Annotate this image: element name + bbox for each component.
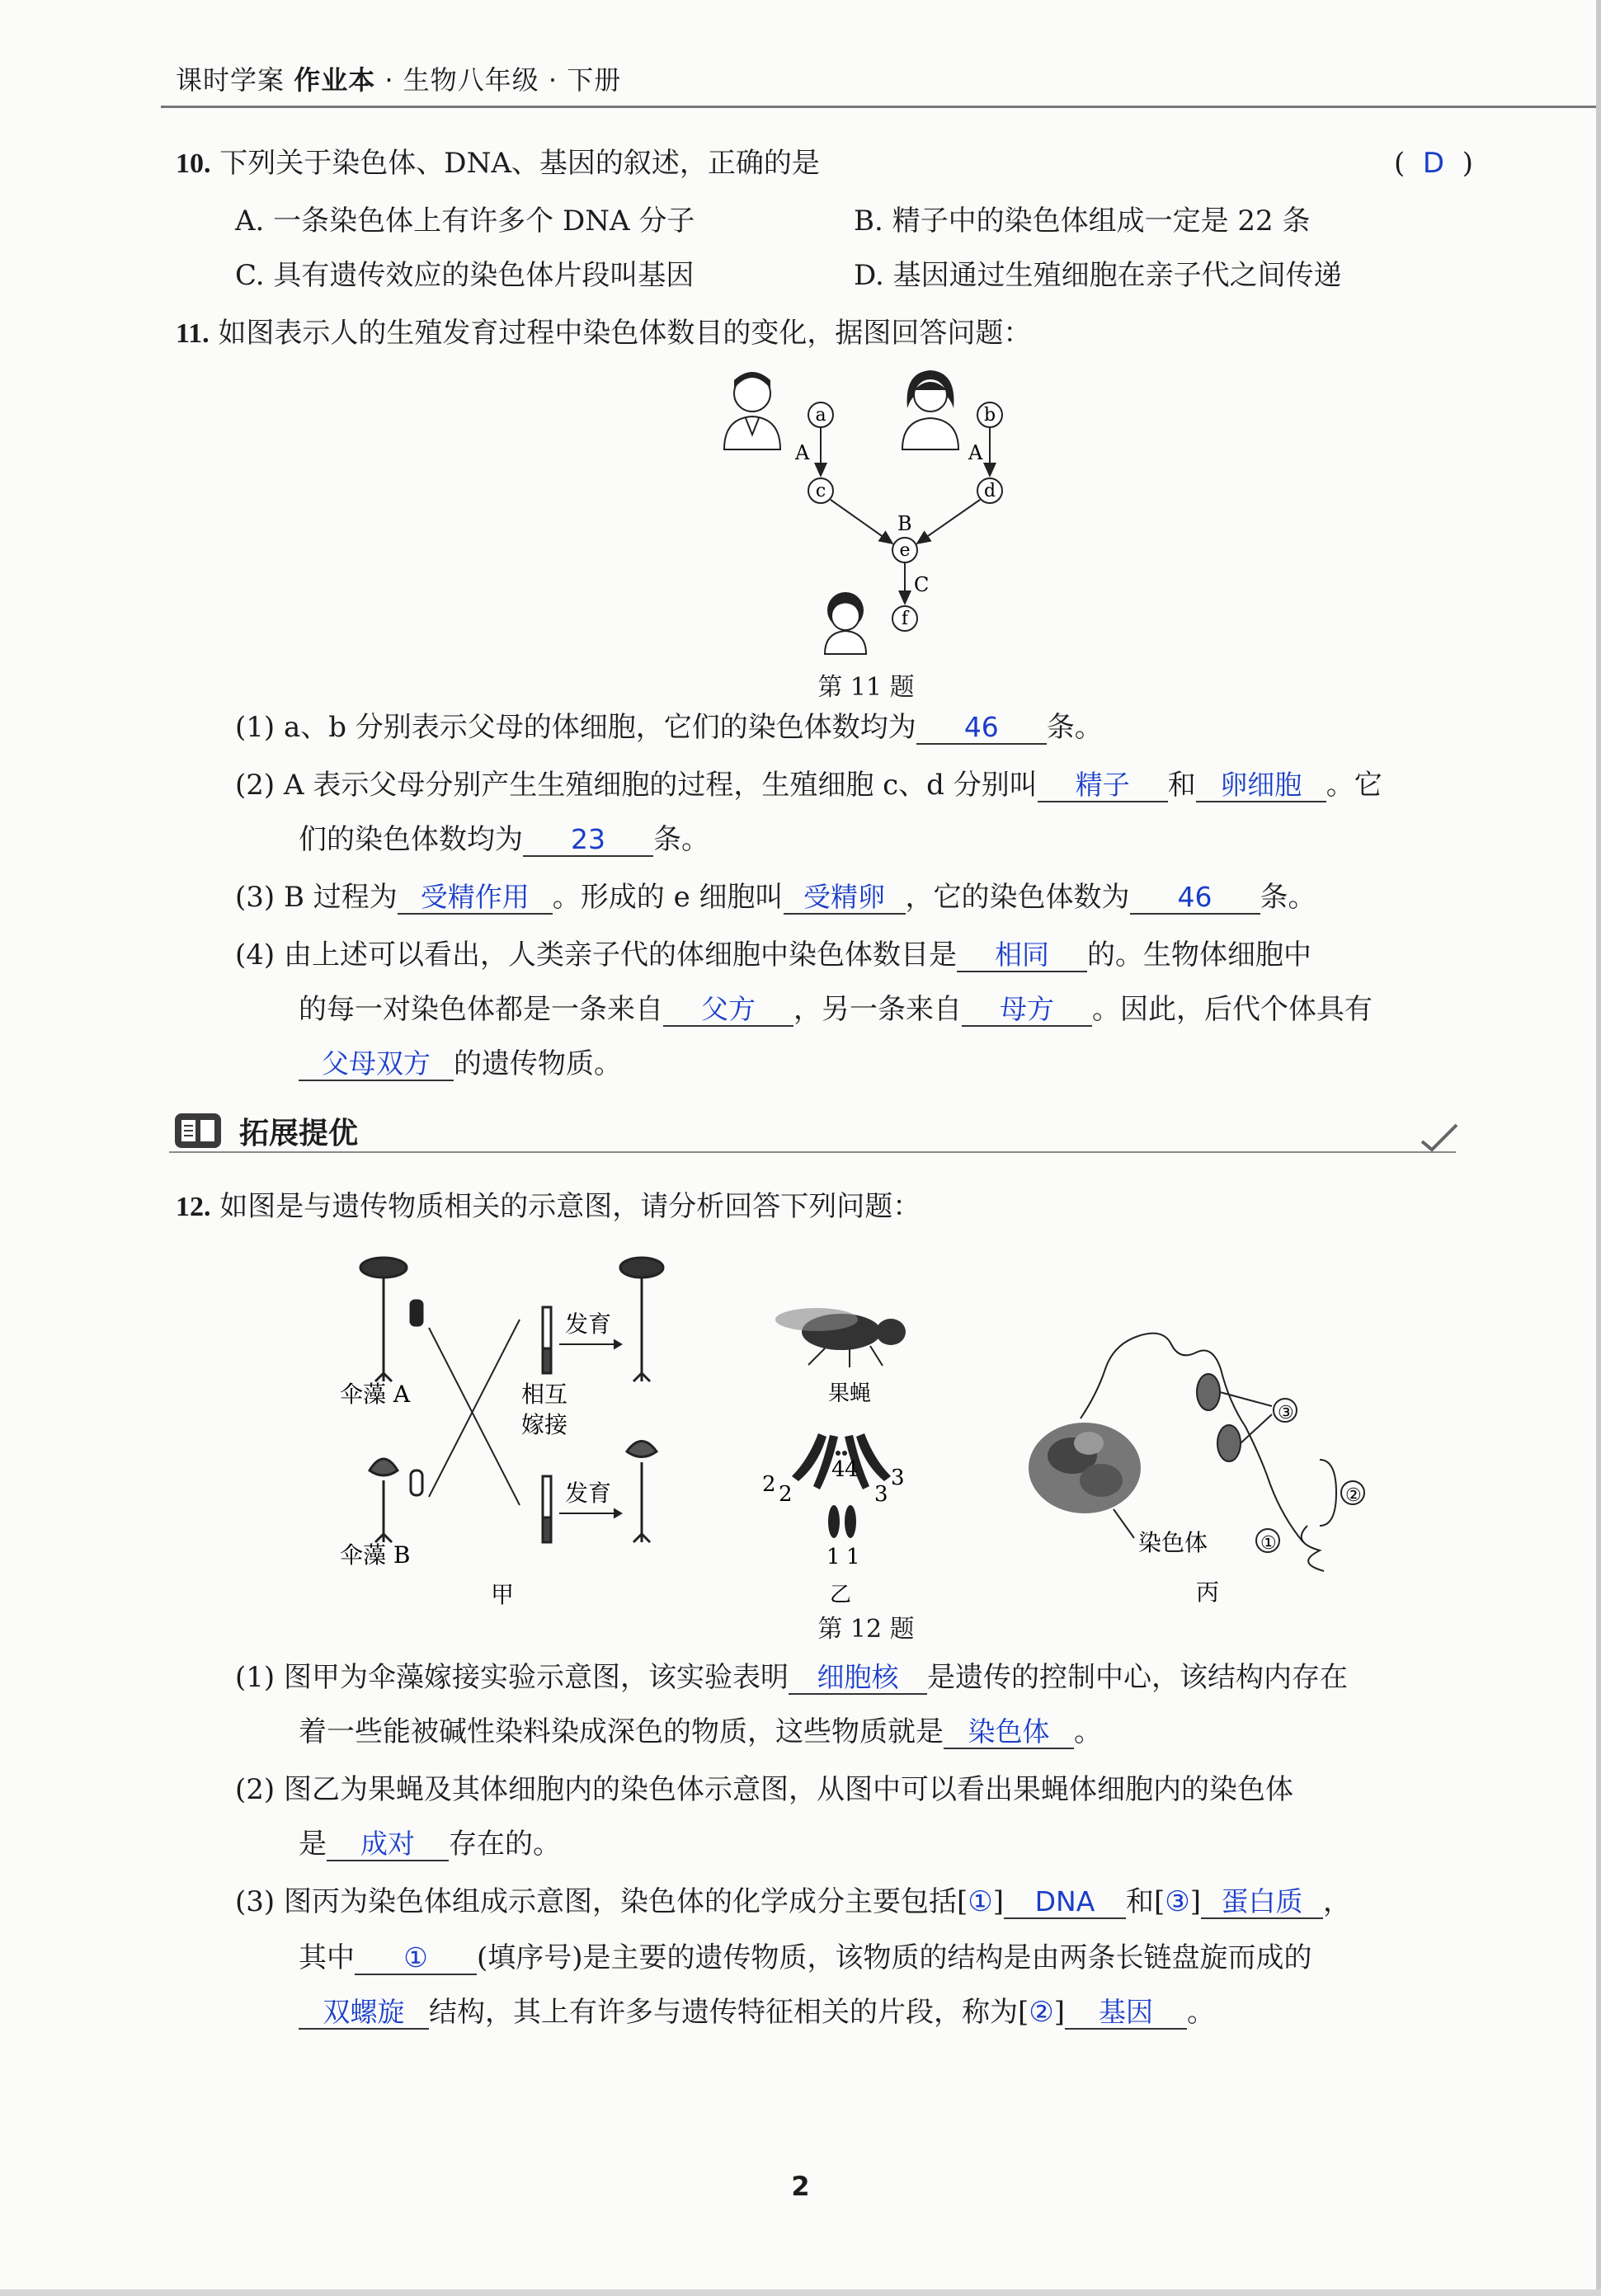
q11-p2-text: (2) A 表示父母分别产生生殖细胞的过程，生殖细胞 c、d 分别叫 — [235, 769, 1038, 802]
chrom-label-4b: 4 — [845, 1457, 859, 1482]
q11-p4-line2 — [299, 993, 1373, 1027]
q12-p2-line1: (2) 图乙为果蝇及其体细胞内的染色体示意图，从图中可以看出果蝇体细胞内的染色体 — [235, 1773, 1293, 1806]
q11-p2-answer-2: 卵细胞 — [1196, 769, 1326, 802]
q10-number: 10. — [176, 148, 211, 179]
q12-p2-line2 — [299, 1828, 561, 1861]
q11-p3 — [235, 881, 1316, 915]
q12-p3-line3-text: 结构，其上有许多与遗传特征相关的片段，称为[ — [429, 1996, 1029, 2029]
q11-p1-answer: 46 — [916, 712, 1047, 745]
edge-label-c: C — [914, 573, 930, 596]
q11-p2-line2-end: 条。 — [653, 823, 709, 856]
arrow-d-e — [917, 500, 980, 543]
edge-label-a-right: A — [968, 441, 983, 464]
q11-p2-answer-3: 23 — [523, 824, 653, 857]
q12-figure-yi — [759, 1295, 924, 1612]
q12-p3-line2 — [299, 1941, 1312, 1975]
q11-p3-answer-2: 受精卵 — [784, 882, 906, 915]
q12-p1-answer-2: 染色体 — [944, 1716, 1074, 1749]
q12-p3-bracket-2: ] — [1189, 1885, 1201, 1918]
q12-p3-line2-end: (填序号)是主要的遗传物质，该物质的结构是由两条长链盘旋而成的 — [477, 1941, 1312, 1974]
q12-p3-line2-text: 其中 — [299, 1941, 355, 1974]
q12-number: 12. — [176, 1192, 211, 1222]
q12-p3-answer-4: 双螺旋 — [299, 1997, 429, 2030]
q11-p2-line2 — [299, 823, 709, 857]
page-header — [176, 59, 621, 97]
alga-a-label: 伞藻 A — [340, 1381, 411, 1408]
child-illustration — [825, 592, 866, 654]
q11-p3-text-end: 条。 — [1260, 881, 1316, 914]
q11-p4-text-end: 的。生物体细胞中 — [1086, 939, 1311, 972]
q12-p1-line2 — [299, 1715, 1102, 1749]
q11-p3-answer-1: 受精作用 — [398, 882, 553, 915]
q11-p2-answer-1: 精子 — [1038, 769, 1168, 802]
develop-label-2: 发育 — [565, 1480, 612, 1507]
q12-p3-marker-2: ③ — [1165, 1885, 1190, 1918]
q10-option-c: C. 具有遗传效应的染色体片段叫基因 — [235, 259, 695, 292]
q11-p4-text: (4) 由上述可以看出，人类亲子代的体细胞中染色体数目是 — [235, 939, 957, 972]
fruit-fly-illustration — [775, 1308, 906, 1367]
q12-p3-and: 和[ — [1125, 1885, 1165, 1918]
q11-number: 11. — [176, 318, 210, 349]
q12-p3-answer-5: 基因 — [1065, 1997, 1187, 2030]
book-name: 作业本 — [294, 64, 376, 96]
chrom-label-3a: 3 — [891, 1466, 905, 1490]
yi-caption: 乙 — [830, 1583, 852, 1607]
q12-p1-line1 — [235, 1661, 1348, 1695]
graft-label-1: 相互 — [521, 1381, 568, 1408]
q12-stem: 如图是与遗传物质相关的示意图，请分析回答下列问题： — [219, 1190, 921, 1223]
q10-stem: 下列关于染色体、DNA、基因的叙述，正确的是 — [219, 147, 820, 180]
q12-stem-line — [176, 1190, 921, 1224]
q10-option-d: D. 基因通过生殖细胞在亲子代之间传递 — [854, 259, 1342, 292]
label-1: ① — [1260, 1533, 1277, 1554]
q10-option-b: B. 精子中的染色体组成一定是 22 条 — [854, 205, 1311, 238]
subject-name: · 生物八年级 · 下册 — [384, 64, 622, 96]
cell-nucleus-illustration — [1029, 1423, 1141, 1513]
q10-stem-line — [176, 147, 820, 181]
q12-p3-answer-2: 蛋白质 — [1201, 1886, 1323, 1919]
page-number: 2 — [791, 2171, 810, 2202]
chromosome-label: 染色体 — [1138, 1529, 1208, 1556]
q11-p3-text: (3) B 过程为 — [235, 881, 398, 914]
edge-label-a-left: A — [795, 441, 810, 464]
q11-p2-line2-text: 们的染色体数均为 — [299, 823, 523, 856]
node-c-label: c — [815, 481, 826, 501]
q10-answer: D — [1422, 147, 1445, 180]
q12-p1-answer-1: 细胞核 — [789, 1662, 927, 1695]
edge-label-b: B — [897, 512, 912, 535]
bing-caption: 丙 — [1196, 1578, 1220, 1606]
arrow-c-e — [831, 500, 892, 543]
label-2: ② — [1345, 1485, 1362, 1506]
q12-p3-answer-3: ① — [355, 1942, 477, 1975]
node-a-label: a — [815, 405, 826, 426]
q12-p2-line2-end: 存在的。 — [449, 1828, 561, 1861]
section-title: 拓展提优 — [239, 1117, 359, 1150]
q11-p4-line2-end: 。因此，后代个体具有 — [1092, 993, 1373, 1026]
chrom-label-1b: 1 — [846, 1545, 860, 1569]
jia-caption: 甲 — [491, 1581, 515, 1608]
header-rule — [161, 106, 1601, 108]
q11-p4-answer-4: 父母双方 — [299, 1048, 454, 1081]
q11-p3-mid-1: 。形成的 e 细胞叫 — [552, 881, 784, 914]
q11-p1 — [235, 711, 1103, 745]
q11-p1-text-end: 条。 — [1046, 711, 1103, 744]
chrom-label-2b: 2 — [779, 1482, 793, 1507]
q12-caption: 第 12 题 — [817, 1615, 915, 1644]
q12-figure-bing — [1023, 1320, 1402, 1612]
q12-p1-line2-end: 。 — [1074, 1715, 1102, 1748]
check-icon — [1419, 1122, 1460, 1155]
q10-option-a: A. 一条染色体上有许多个 DNA 分子 — [235, 205, 695, 238]
label-3: ③ — [1278, 1403, 1294, 1423]
alga-b-label: 伞藻 B — [340, 1541, 411, 1569]
q12-p2-line2-text: 是 — [299, 1828, 327, 1861]
develop-label-1: 发育 — [565, 1310, 612, 1338]
q11-p4-line2-mid: ，另一条来自 — [793, 993, 962, 1026]
q11-p4-answer-3: 母方 — [962, 994, 1092, 1027]
q11-p4-line2-text: 的每一对染色体都是一条来自 — [299, 993, 663, 1026]
q10-answer-paren: ( D ) — [1394, 147, 1473, 180]
section-rule — [169, 1151, 1456, 1153]
q11-p4-answer-2: 父方 — [663, 994, 793, 1027]
q11-caption: 第 11 题 — [817, 673, 915, 702]
q12-p1-text-end: 是遗传的控制中心，该结构内存在 — [926, 1661, 1348, 1694]
fruit-fly-label: 果蝇 — [828, 1381, 872, 1406]
node-e-label: e — [899, 540, 911, 561]
chrom-label-2a: 2 — [762, 1472, 776, 1497]
q11-p1-text: (1) a、b 分别表示父母的体细胞，它们的染色体数均为 — [235, 711, 916, 744]
q12-p1-text: (1) 图甲为伞藻嫁接实验示意图，该实验表明 — [235, 1661, 789, 1694]
q12-p3-line3 — [299, 1996, 1215, 2030]
node-b-label: b — [983, 405, 996, 426]
q12-p3-bracket-1: ] — [992, 1885, 1004, 1918]
q11-p3-mid-2: ，它的染色体数为 — [905, 881, 1130, 914]
q12-p1-line2-text: 着一些能被碱性染料染成深色的物质，这些物质就是 — [299, 1715, 944, 1748]
page-edge-right — [1596, 0, 1601, 2296]
graft-label-2: 嫁接 — [521, 1411, 568, 1438]
q11-p4-line3 — [299, 1047, 622, 1081]
q11-p2-line1 — [235, 769, 1382, 802]
q11-stem: 如图表示人的生殖发育过程中染色体数目的变化，据图回答问题： — [218, 317, 1032, 350]
q11-p2-text-end: 。它 — [1326, 769, 1382, 802]
q12-p2-answer: 成对 — [327, 1828, 449, 1861]
q12-p3-answer-1: DNA — [1004, 1886, 1126, 1919]
q11-p4-line3-end: 的遗传物质。 — [454, 1047, 622, 1080]
chrom-label-3b: 3 — [874, 1482, 888, 1507]
q12-p3-line3-end: 。 — [1187, 1996, 1216, 2029]
chrom-label-1a: 1 — [826, 1545, 841, 1569]
q12-figure-jia — [330, 1249, 676, 1612]
mother-illustration — [902, 370, 958, 449]
book-icon — [173, 1112, 223, 1150]
chrom-label-4a: 4 — [831, 1457, 845, 1482]
q12-p3-marker-3: ② — [1029, 1996, 1054, 2029]
father-illustration — [724, 372, 780, 449]
q11-figure — [709, 359, 1056, 672]
q12-p3-bracket-3: ] — [1053, 1996, 1066, 2029]
q11-stem-line — [176, 317, 1031, 351]
q11-p2-and: 和 — [1167, 769, 1196, 802]
node-f-label: f — [901, 609, 909, 629]
page-edge-bottom — [0, 2289, 1601, 2296]
q11-p3-answer-3: 46 — [1130, 882, 1260, 915]
q11-p4-line1 — [235, 939, 1311, 972]
series-name: 课时学案 — [176, 64, 285, 96]
q12-p3-line1 — [235, 1885, 1351, 1919]
q12-p3-text-end: ， — [1323, 1885, 1351, 1918]
q12-p3-marker-1: ① — [968, 1885, 993, 1918]
q11-p4-answer-1: 相同 — [957, 939, 1087, 972]
node-d-label: d — [983, 481, 996, 501]
q12-p3-text: (3) 图丙为染色体组成示意图，染色体的化学成分主要包括[ — [235, 1885, 968, 1918]
